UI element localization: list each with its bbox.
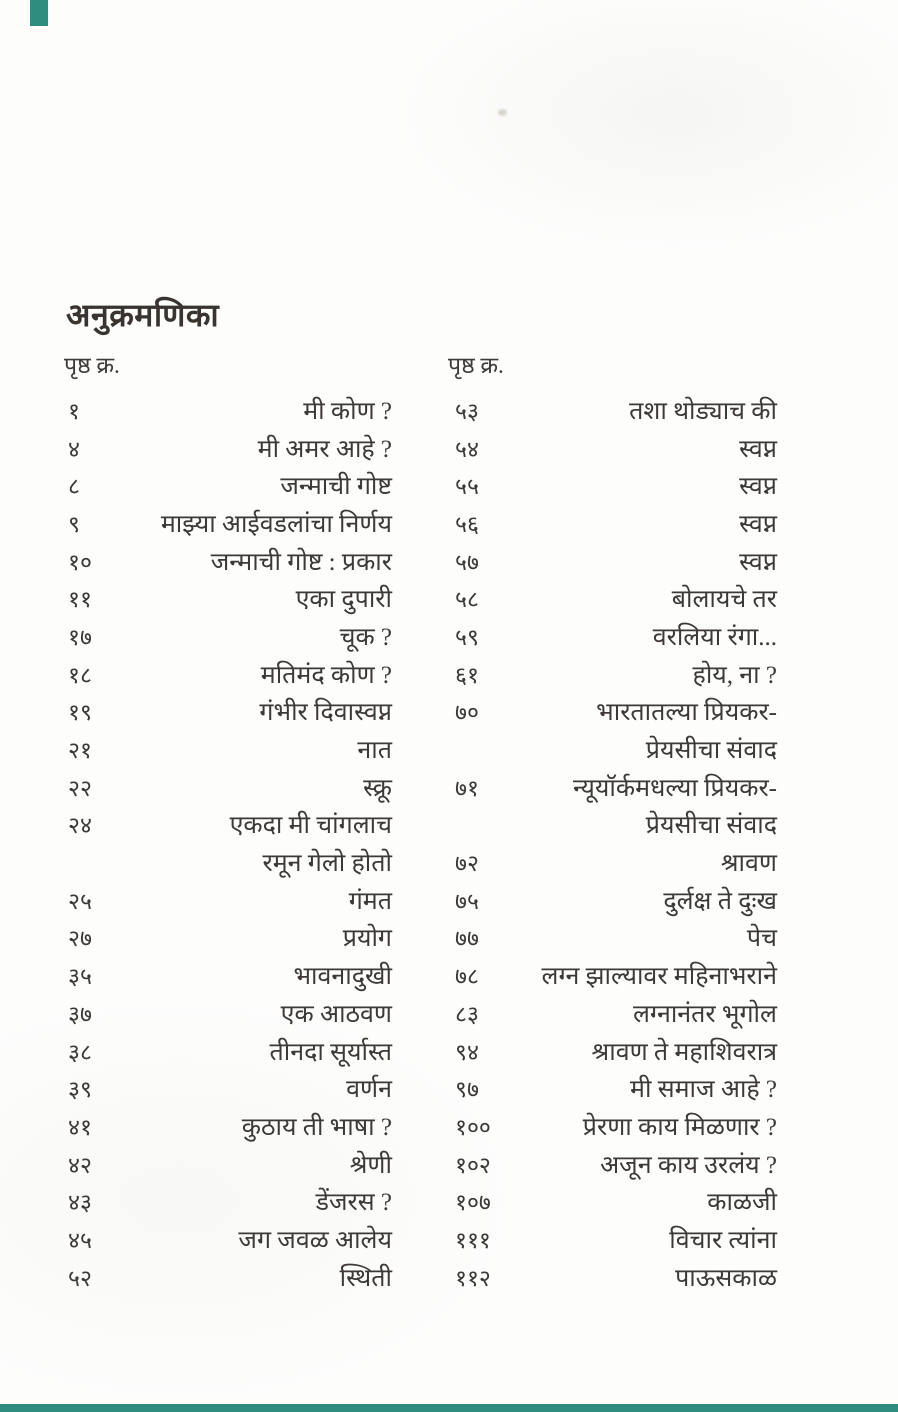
toc-entry	[455, 1145, 777, 1183]
toc-page-number: २२	[68, 775, 92, 801]
toc-entry	[455, 806, 777, 844]
toc-page-number: ५३	[455, 398, 479, 424]
toc-chapter-title: एकदा मी चांगलाच	[229, 812, 392, 840]
toc-page-number: ११	[68, 587, 92, 613]
toc-page-number: १	[68, 398, 80, 424]
toc-entry	[455, 843, 777, 881]
toc-page-number: ३५	[68, 964, 92, 990]
toc-page-number: ५८	[455, 587, 479, 613]
toc-page-number: ४५	[68, 1227, 92, 1253]
toc-chapter-title: बोलायचे तर	[671, 586, 777, 614]
toc-entry	[68, 1145, 392, 1183]
toc-chapter-title: स्वप्न	[739, 510, 777, 538]
toc-chapter-title: प्रयोग	[342, 925, 392, 953]
toc-chapter-title: तीनदा सूर्यास्त	[269, 1038, 392, 1066]
toc-chapter-title: मतिमंद कोण ?	[260, 661, 392, 689]
toc-chapter-title: होय, ना ?	[692, 661, 777, 689]
toc-chapter-title: पाऊसकाळ	[675, 1264, 777, 1292]
toc-chapter-title: न्यूयॉर्कमधल्या प्रियकर-	[573, 774, 777, 802]
toc-page-number: ९४	[455, 1039, 479, 1065]
toc-page-number: ७५	[455, 888, 479, 914]
toc-page-number: १८	[68, 662, 92, 688]
toc-chapter-title: भारतातल्या प्रियकर-	[596, 699, 777, 727]
toc-entry	[68, 1032, 392, 1070]
toc-chapter-title: गंभीर दिवास्वप्न	[259, 699, 392, 727]
toc-page-number: १०	[68, 549, 92, 575]
toc-entry	[455, 730, 777, 768]
toc-page-number: ३९	[68, 1077, 92, 1103]
toc-chapter-title: प्रेयसीचा संवाद	[645, 812, 777, 840]
toc-entry	[455, 504, 777, 542]
toc-entry	[68, 768, 392, 806]
toc-page-number: ९	[68, 511, 80, 537]
toc-chapter-title: श्रेणी	[349, 1151, 392, 1179]
toc-entry	[68, 391, 392, 429]
toc-page-number: ८३	[455, 1001, 479, 1027]
toc-entry	[68, 1220, 392, 1258]
column-header-left: पृष्ठ क्र.	[64, 353, 120, 378]
toc-entry	[68, 504, 392, 542]
toc-entry	[68, 466, 392, 504]
toc-page-number: १११	[455, 1227, 491, 1253]
toc-chapter-title: मी अमर आहे ?	[257, 435, 392, 463]
toc-page-number: ७२	[455, 851, 479, 877]
toc-chapter-title: मी समाज आहे ?	[630, 1076, 777, 1104]
toc-page-number: ५५	[455, 474, 479, 500]
toc-chapter-title: चूक ?	[339, 623, 392, 651]
toc-entry	[68, 1069, 392, 1107]
toc-chapter-title: स्वप्न	[739, 548, 777, 576]
toc-entry	[455, 994, 777, 1032]
toc-chapter-title: जन्माची गोष्ट	[280, 473, 392, 501]
toc-page-number: ६१	[455, 662, 479, 688]
toc-chapter-title: श्रावण	[720, 850, 777, 878]
toc-page-number: ९७	[455, 1077, 479, 1103]
toc-entry	[68, 956, 392, 994]
toc-page-number: १०२	[455, 1152, 491, 1178]
toc-entry	[455, 1220, 777, 1258]
toc-chapter-title: भावनादुखी	[293, 963, 392, 991]
toc-chapter-title: एका दुपारी	[295, 586, 392, 614]
toc-page-number: ३८	[68, 1039, 92, 1065]
toc-page-number: २१	[68, 738, 92, 764]
toc-entry	[455, 1258, 777, 1296]
toc-chapter-title: जन्माची गोष्ट : प्रकार	[210, 548, 392, 576]
toc-entry	[68, 1182, 392, 1220]
toc-chapter-title: पेच	[746, 925, 777, 953]
toc-entry	[455, 429, 777, 467]
toc-chapter-title: स्क्रू	[363, 774, 392, 802]
toc-page-number: ५९	[455, 624, 479, 650]
toc-chapter-title: नात	[357, 737, 392, 765]
toc-page-number: ७०	[455, 700, 479, 726]
toc-entry	[455, 919, 777, 957]
toc-entry	[455, 1107, 777, 1145]
toc-chapter-title: लग्नानंतर भूगोल	[632, 1000, 777, 1028]
toc-column-right	[455, 391, 777, 1296]
scanner-edge-artifact-bottom	[0, 1404, 898, 1412]
toc-page-number: २४	[68, 813, 92, 839]
toc-entry	[68, 1107, 392, 1145]
toc-entry	[68, 617, 392, 655]
toc-chapter-title: विचार त्यांना	[669, 1226, 777, 1254]
toc-chapter-title: श्रावण ते महाशिवरात्र	[591, 1038, 777, 1066]
toc-chapter-title: काळजी	[707, 1189, 777, 1217]
toc-page-number: १०७	[455, 1190, 491, 1216]
toc-page-number: ४१	[68, 1114, 92, 1140]
toc-page-number: १००	[455, 1114, 491, 1140]
toc-entry	[68, 429, 392, 467]
toc-chapter-title: लग्न झाल्यावर महिनाभराने	[541, 963, 777, 991]
page-title: अनुक्रमणिका	[66, 297, 220, 334]
scan-speck	[498, 109, 507, 116]
toc-entry	[455, 655, 777, 693]
toc-entry	[68, 730, 392, 768]
toc-page-number: ४३	[68, 1190, 92, 1216]
toc-entry	[68, 693, 392, 731]
toc-column-left	[68, 391, 392, 1296]
toc-chapter-title: कुठाय ती भाषा ?	[241, 1113, 392, 1141]
toc-page-number: १९	[68, 700, 92, 726]
toc-chapter-title: वरलिया रंगा...	[652, 623, 777, 651]
toc-chapter-title: डेंजरस ?	[315, 1189, 392, 1217]
toc-chapter-title: तशा थोड्याच की	[629, 397, 777, 425]
toc-entry	[455, 579, 777, 617]
scanner-edge-artifact-top	[30, 0, 48, 26]
toc-entry	[455, 956, 777, 994]
toc-chapter-title: अजून काय उरलंय ?	[600, 1151, 777, 1179]
toc-entry	[68, 843, 392, 881]
toc-page-number: ७७	[455, 926, 479, 952]
toc-entry	[68, 994, 392, 1032]
toc-entry	[68, 655, 392, 693]
toc-chapter-title: स्थिती	[339, 1264, 392, 1292]
toc-chapter-title: प्रेरणा काय मिळणार ?	[582, 1113, 777, 1141]
toc-chapter-title: मी कोण ?	[303, 397, 392, 425]
toc-page-number: ११२	[455, 1265, 491, 1291]
toc-page-number: २७	[68, 926, 92, 952]
toc-entry	[68, 542, 392, 580]
toc-entry	[455, 1069, 777, 1107]
toc-page-number: ७१	[455, 775, 479, 801]
toc-chapter-title: एक आठवण	[280, 1000, 392, 1028]
toc-entry	[455, 466, 777, 504]
toc-page-number: ५२	[68, 1265, 92, 1291]
toc-entry	[455, 391, 777, 429]
toc-chapter-title: गंमत	[348, 887, 392, 915]
toc-page-number: ४	[68, 436, 80, 462]
toc-page-number: १७	[68, 624, 92, 650]
toc-chapter-title: स्वप्न	[739, 435, 777, 463]
toc-page-number: ५६	[455, 511, 479, 537]
toc-chapter-title: दुर्लक्ष ते दुःख	[663, 887, 777, 915]
toc-chapter-title: स्वप्न	[739, 473, 777, 501]
toc-chapter-title: प्रेयसीचा संवाद	[645, 737, 777, 765]
toc-entry	[455, 1182, 777, 1220]
toc-page-number: ७८	[455, 964, 479, 990]
toc-entry	[455, 881, 777, 919]
toc-chapter-title: रमून गेलो होतो	[262, 850, 392, 878]
toc-entry	[68, 579, 392, 617]
toc-chapter-title: माझ्या आईवडलांचा निर्णय	[160, 510, 392, 538]
toc-entry	[68, 919, 392, 957]
toc-page-number: २५	[68, 888, 92, 914]
toc-entry	[455, 1032, 777, 1070]
toc-entry	[68, 1258, 392, 1296]
toc-page-number: ५७	[455, 549, 479, 575]
toc-entry	[455, 693, 777, 731]
toc-entry	[68, 881, 392, 919]
toc-entry	[455, 617, 777, 655]
toc-page-number: ३७	[68, 1001, 92, 1027]
toc-entry	[455, 768, 777, 806]
toc-chapter-title: वर्णन	[346, 1076, 392, 1104]
toc-page-number: ८	[68, 474, 80, 500]
column-header-right: पृष्ठ क्र.	[448, 353, 504, 378]
toc-entry	[68, 806, 392, 844]
toc-page-number: ४२	[68, 1152, 92, 1178]
toc-chapter-title: जग जवळ आलेय	[238, 1226, 392, 1254]
toc-entry	[455, 542, 777, 580]
toc-page-number: ५४	[455, 436, 479, 462]
